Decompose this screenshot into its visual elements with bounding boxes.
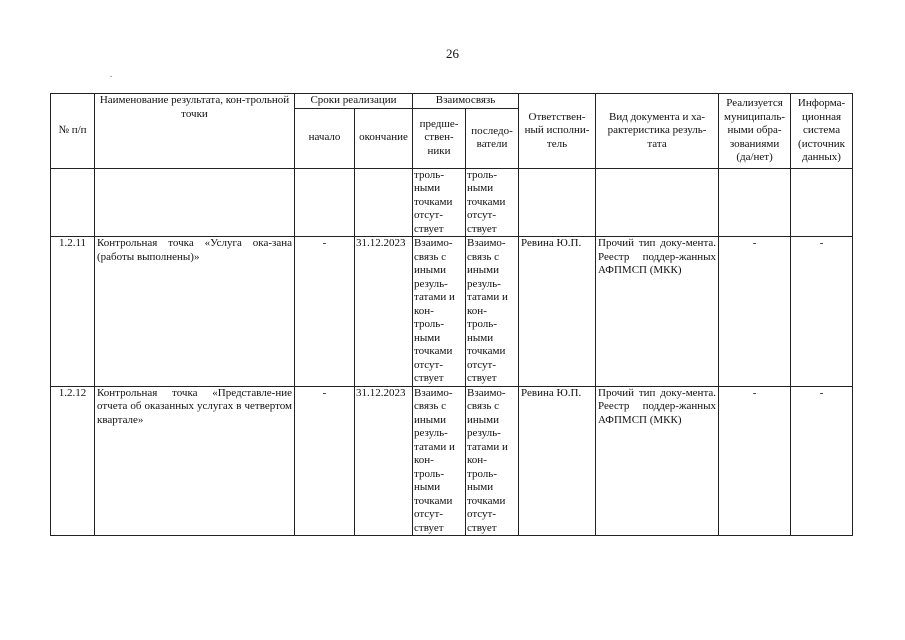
cell-municipal: -	[719, 237, 791, 387]
cell-line: Взаимо-	[414, 237, 453, 249]
cell-municipal	[719, 168, 791, 237]
cell-line: ствует	[414, 222, 444, 235]
cell-end: 31.12.2023	[355, 237, 413, 387]
cell-line: резуль-	[467, 277, 501, 290]
header-info-system: Информа-ционная система (источник данных)	[791, 94, 853, 169]
cell-successors	[466, 386, 519, 536]
cell-line: ными	[467, 182, 494, 194]
cell-line: отсут-	[414, 358, 444, 371]
plan-table	[50, 93, 853, 536]
cell-line: Взаимо-	[467, 237, 506, 249]
cell-line: ствует	[467, 222, 497, 235]
cell-line: троль-	[414, 168, 444, 181]
cell-line: ствует	[467, 372, 497, 384]
cell-line: связь с	[414, 250, 447, 263]
cell-num: 1.2.11	[51, 237, 95, 387]
cell-line: кон-	[414, 454, 434, 466]
cell-line: связь с	[414, 400, 447, 412]
cell-name: Контрольная точка «Представле-ние отчета об оказанных услугах в четвертом квартале»	[95, 386, 295, 536]
cell-line: связь с	[467, 400, 500, 412]
cell-document: Прочий тип доку-мента. Реестр поддер-жанных АФПМСП (МКК)	[596, 237, 719, 387]
cell-line: троль-	[414, 318, 444, 330]
cell-line: ными	[414, 481, 441, 493]
cell-line: ствует	[414, 521, 444, 534]
cell-start: -	[295, 237, 355, 387]
header-terms: Сроки реализации	[295, 94, 413, 109]
cell-line: Взаимо-	[467, 386, 506, 399]
cell-line: Взаимо-	[414, 386, 453, 399]
cell-document	[596, 168, 719, 237]
cell-end	[355, 168, 413, 237]
cell-predecessors	[413, 386, 466, 536]
cell-predecessors	[413, 168, 466, 237]
cell-line: татами и	[414, 440, 455, 453]
cell-line: троль-	[414, 467, 444, 480]
cell-line: отсут-	[414, 508, 444, 520]
cell-line: ными	[414, 182, 441, 194]
table-row	[51, 237, 853, 387]
cell-info-system	[791, 168, 853, 237]
cell-line: ствует	[414, 372, 444, 384]
cell-line: ными	[467, 331, 494, 344]
cell-line: иными	[414, 413, 447, 426]
header-municipal: Реализуется муниципаль-ными обра-зованиями (да/нет)	[719, 94, 791, 169]
cell-line: иными	[414, 264, 447, 276]
cell-line: точками	[467, 195, 506, 208]
cell-line: троль-	[467, 168, 497, 181]
header-num: № п/п	[51, 94, 95, 169]
header-predecessors: предше-ствен-ники	[413, 108, 466, 168]
cell-line: отсут-	[414, 209, 444, 221]
cell-line: отсут-	[467, 209, 497, 221]
table-row	[51, 386, 853, 536]
cell-num: 1.2.12	[51, 386, 95, 536]
cell-line: татами и	[414, 291, 455, 303]
header-end: окончание	[355, 108, 413, 168]
cell-line: татами и	[467, 291, 508, 303]
cell-line: иными	[467, 264, 500, 276]
header-link: Взаимосвязь	[413, 94, 519, 109]
cell-line: ными	[467, 481, 494, 493]
cell-line: точками	[414, 345, 453, 357]
cell-name	[95, 168, 295, 237]
header-start: начало	[295, 108, 355, 168]
cell-document: Прочий тип доку-мента. Реестр поддер-жанных АФПМСП (МКК)	[596, 386, 719, 536]
cell-responsible	[519, 168, 596, 237]
cell-predecessors	[413, 237, 466, 387]
cell-line: кон-	[414, 304, 434, 317]
cell-responsible: Ревина Ю.П.	[519, 386, 596, 536]
header-document: Вид документа и ха-рактеристика резуль-тата	[596, 94, 719, 169]
cell-municipal: -	[719, 386, 791, 536]
cell-line: татами и	[467, 440, 508, 453]
cell-info-system: -	[791, 237, 853, 387]
cell-line: резуль-	[414, 427, 448, 439]
cell-line: резуль-	[467, 427, 501, 439]
cell-line: точками	[414, 494, 453, 507]
cell-line: иными	[467, 413, 500, 426]
page-number: 26	[446, 46, 459, 61]
scan-mark: .	[110, 70, 112, 79]
cell-start	[295, 168, 355, 237]
cell-start: -	[295, 386, 355, 536]
header-successors: последо-ватели	[466, 108, 519, 168]
cell-successors	[466, 168, 519, 237]
cell-name: Контрольная точка «Услуга ока-зана (работы выполнены)»	[95, 237, 295, 387]
cell-line: точками	[414, 195, 453, 208]
cell-line: кон-	[467, 454, 487, 466]
cell-line: связь с	[467, 250, 500, 263]
cell-line: резуль-	[414, 277, 448, 290]
cell-info-system: -	[791, 386, 853, 536]
table-row	[51, 168, 853, 237]
cell-line: точками	[467, 494, 506, 507]
cell-successors	[466, 237, 519, 387]
cell-line: ствует	[467, 521, 497, 534]
cell-line: отсут-	[467, 358, 497, 371]
cell-line: отсут-	[467, 508, 497, 520]
cell-num	[51, 168, 95, 237]
cell-end: 31.12.2023	[355, 386, 413, 536]
header-name: Наименование результата, кон-трольной точки	[95, 94, 295, 169]
cell-line: ными	[414, 331, 441, 344]
cell-responsible: Ревина Ю.П.	[519, 237, 596, 387]
cell-line: троль-	[467, 467, 497, 480]
header-responsible: Ответствен-ный исполни-тель	[519, 94, 596, 169]
cell-line: кон-	[467, 304, 487, 317]
cell-line: троль-	[467, 318, 497, 330]
cell-line: точками	[467, 345, 506, 357]
